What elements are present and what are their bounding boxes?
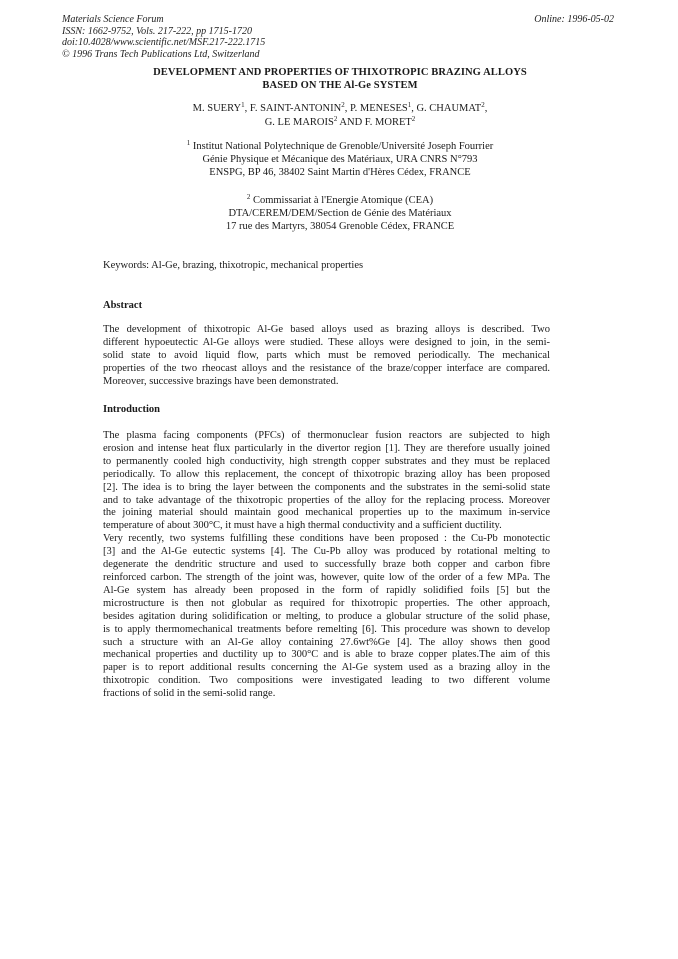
author-list (100, 102, 580, 130)
intro-line: thixotropic condition. Two compositions were investigated leading to two different volume (103, 675, 550, 687)
intro-line: mechanical properties and ductility up to 300°C and is able to braze copper plates.The aim of this (103, 649, 550, 661)
affiliation-line: ENSPG, BP 46, 38402 Saint Martin d'Hères Cédex, FRANCE (209, 167, 471, 178)
affiliation-marker: 2 (481, 101, 485, 109)
affiliation-marker: 1 (241, 101, 245, 109)
affiliation-2 (100, 194, 580, 233)
title-line-1: DEVELOPMENT AND PROPERTIES OF THIXOTROPIC BRAZING ALLOYS (153, 67, 527, 78)
intro-line: [2]. The idea is to bring the layer between the components and the substrates in the semi-solid state (103, 481, 550, 493)
online-date: Online: 1996-05-02 (534, 14, 614, 25)
intro-line: temperature of about 300°C, it must have a high thermal conductivity and a sufficient ductility. (103, 520, 502, 532)
abstract-line: Moreover, successive brazings have been demonstrated. (103, 375, 339, 387)
abstract-line: The development of thixotropic Al-Ge based alloys used as brazing alloys is described. Two (103, 324, 550, 335)
title-line-2: BASED ON THE Al-Ge SYSTEM (262, 80, 418, 91)
affiliation-line: Institut National Polytechnique de Grenoble/Université Joseph Fourrier (192, 141, 494, 152)
affiliation-line: DTA/CEREM/DEM/Section de Génie des Matériaux (228, 208, 452, 219)
abstract-body (103, 324, 550, 389)
journal-header (62, 14, 265, 60)
intro-line: fractions of solid in the semi-solid range. (103, 688, 276, 700)
intro-line: microstructure is then not globular as required for thixotropic properties. The other approach, (103, 597, 550, 609)
intro-line: reinforced carbon. The strength of the joint was, however, quite low of the order of a few MPa. The (103, 571, 550, 583)
keywords: Keywords: Al-Ge, brazing, thixotropic, mechanical properties (103, 260, 364, 271)
author-name: M. SUERY (192, 103, 242, 114)
abstract-line: solid state to avoid liquid flow, parts which must be removed periodically. The mechanical (103, 349, 550, 361)
copyright-line: © 1996 Trans Tech Publications Ltd, Switzerland (62, 48, 260, 60)
affiliation-marker: 1 (407, 101, 412, 109)
intro-line: and to take advantage of the thixotropic properties of the alloy for the replacing process. Moreover (103, 494, 550, 506)
intro-line: to permanently cooled high conductivity, high strength copper substrates and they must be replaced (103, 455, 550, 467)
affiliation-marker: 2 (246, 193, 251, 201)
issn-line: ISSN: 1662-9752, Vols. 217-222, pp 1715-1720 (62, 25, 252, 37)
intro-line: The plasma facing components (PFCs) of thermonuclear fusion reactors are subjected to high (103, 430, 550, 441)
author-name: F. SAINT-ANTONIN (249, 103, 342, 114)
intro-line: Very recently, two systems fulfilling these conditions have been proposed : the Cu-Pb monotectic (103, 533, 550, 545)
introduction-body (103, 430, 550, 701)
abstract-line: properties of the two rheocast alloys and the resistance of the braze/copper interface are compared. (103, 362, 550, 374)
intro-line: paper is to report additional results concerning the Al-Ge system used as a brazing alloy in the (103, 662, 550, 674)
intro-line: the joining material should maintain good mechanical properties up to the maximum in-service (103, 507, 550, 519)
author-name: G. CHAUMAT (416, 103, 482, 114)
intro-line: is to apply thermomechanical treatments before remelting [6]. This procedure was shown to develop (103, 623, 550, 635)
author-name: G. LE MAROIS (264, 117, 334, 128)
intro-line: [3] and the Al-Ge eutectic systems [4]. The Cu-Pb alloy was produced by rotational melting to (103, 546, 550, 558)
intro-line: such a structure with an Al-Ge alloy containing 27.6wt%Ge [4]. The alloy shows then good (103, 636, 550, 648)
paper-title (100, 66, 580, 92)
author-line-2 (100, 116, 580, 130)
affiliation-marker: 2 (333, 115, 338, 123)
journal-name: Materials Science Forum (62, 14, 164, 25)
affiliation-marker: 2 (411, 115, 416, 123)
affiliation-marker: 2 (341, 101, 345, 109)
abstract-line: different hypoeutectic Al-Ge alloys were studied. These alloys were designed to join, in the semi- (103, 336, 550, 348)
introduction-heading: Introduction (103, 404, 160, 415)
author-line-1: M. SUERY$^1$, F. SAINT-ANTONIN$^2$, P. MENESES$^1$, G. CHAUMAT$^2$, (192, 101, 488, 114)
intro-line: periodically. To allow this replacement, the concept of thixotropic brazing alloy has been proposed (103, 468, 550, 480)
affiliation-line: Génie Physique et Mécanique des Matériaux, URA CNRS N°793 (202, 154, 478, 165)
affiliation-line: 17 rue des Martyrs, 38054 Grenoble Cédex, FRANCE (225, 221, 455, 232)
affiliation-marker: 1 (186, 139, 191, 147)
author-name: P. MENESES (349, 103, 408, 114)
intro-line: besides agitation during solidification or melting, to produce a globular structure of the solid phase, (103, 610, 550, 622)
abstract-heading: Abstract (103, 300, 143, 311)
affiliation-1 (100, 140, 580, 179)
affiliation-line: Commissariat à l'Energie Atomique (CEA) (252, 195, 434, 206)
doi-line: doi:10.4028/www.scientific.net/MSF.217-222.1715 (62, 37, 266, 48)
intro-line: degenerate the dendritic structure and used to successfully braze both copper and carbon fibre (103, 559, 550, 571)
intro-line: erosion and intense heat flux particularly in the divertor region [1]. They are therefore usually joined (103, 442, 550, 454)
intro-line: Al-Ge system has already been proposed in the form of rapidly solidified foils [5] but the (103, 584, 550, 596)
author-name: AND F. MORET (339, 117, 412, 128)
